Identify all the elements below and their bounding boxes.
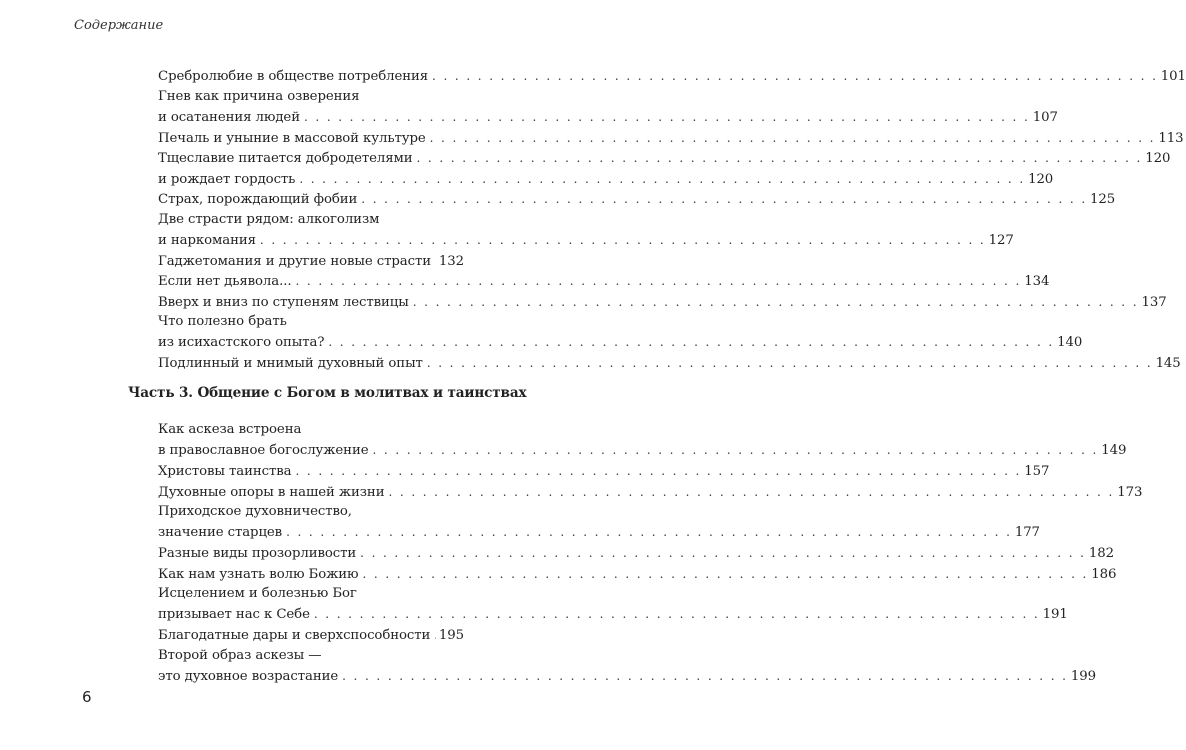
toc-page-number: 101 [1160,69,1186,84]
toc-page-number: 186 [1091,566,1117,582]
toc-page-number: 127 [988,232,1014,248]
dot-leader: . . . . . . . . . . . . . . . . . . . . . . . . . . . . . . . . . . . . . . . . . . . . . . . . . . . . . . . . . . . . . . . . [388,484,1115,499]
toc-entry-title: призывает нас к Себе [158,607,310,622]
toc-entry[interactable] [158,461,1050,481]
toc-entry-line [158,148,1171,168]
toc-entry-title: Печаль и уныние в массовой культуре [158,130,426,146]
toc-entry[interactable] [158,543,1114,563]
toc-entry-title: Подлинный и мнимый духовный опыт [158,356,423,371]
toc-entry[interactable] [158,169,1054,189]
toc-entry-title: Что полезно брать [158,314,287,329]
toc-entry[interactable] [158,128,1184,148]
toc-entry-line [158,332,1083,352]
toc-entry[interactable] [158,420,1127,460]
toc-entry-line [158,87,464,107]
toc-entry-title: Второй образ аскезы — [158,647,322,663]
toc-entry-title: из исихастского опыта? [158,335,325,350]
dot-leader: . . . . . . . . . . . . . . . . . . . . . . . . . . . . . . . . . . . . . . . . . . . . . . . . . . . . . . . . . . . . . . . . [429,130,1156,145]
dot-leader: . . . . . . . . . . . . . . . . . . . . . . . . . . . . . . . . . . . . . . . . . . . . . . . . . . . . . . . . . . . . . . . . [416,151,1143,165]
toc-page-number: 195 [438,628,464,643]
toc-entry-line [158,230,1014,250]
toc-entry-line [158,66,1186,86]
toc-entry[interactable] [158,251,464,271]
dot-leader: . . . . . . . . . . . . . . . . . . . . . . . . . . . . . . . . . . . . . . . . . . . . . . . . . . . . . . . . . . . . . . . . [286,525,1012,539]
dot-leader [435,251,436,271]
toc-entry-line [158,189,1116,209]
toc-entry-line [158,584,464,604]
toc-entry-line [158,128,1184,148]
dot-leader: . . . . . . . . . . . . . . . . . . . . . . . . . . . . . . . . . . . . . . . . . . . . . . . . . . . . . . . . . . . . . . . . [295,274,1022,288]
toc-entry-title: и рождает гордость [158,171,296,187]
toc-page-number: 177 [1014,525,1040,540]
dot-leader: . . . . . . . . . . . . . . . . . . . . . . . . . . . . . . . . . . . . . . . . . . . . . . . . . . . . . . . . . . . . . . . . [412,294,1139,309]
toc-entry-line [158,312,464,332]
toc-entry-line [158,251,464,271]
toc-entry[interactable] [158,210,1014,250]
toc-entry-line [158,564,1117,584]
dot-leader: . . . . . . . . . . . . . . . . . . . . . . . . . . . . . . . . . . . . . . . . . . . . . . . . . . . . . . . . . . . . . . . . [432,69,1158,83]
toc-entry[interactable] [158,292,1167,312]
toc-entry[interactable] [158,353,1181,373]
toc-page-number: 107 [1032,109,1058,125]
toc-page-number: 191 [1042,607,1068,622]
toc-entry-title: Приходское духовничество, [158,504,352,519]
toc-entry-title: Христовы таинства [158,464,292,479]
toc-page-number: 120 [1145,151,1171,166]
dot-leader: . . . . . . . . . . . . . . . . . . . . . . . . . . . . . . . . . . . . . . . . . . . . . . . . . . . . . . . . . . . . . . . . [303,109,1030,124]
dot-leader: . . . . . . . . . . . . . . . . . . . . . . . . . . . . . . . . . . . . . . . . . . . . . . . . . . . . . . . . . . . . . . . . [361,192,1088,206]
toc-entry-line [158,353,1181,373]
dot-leader: . . . . . . . . . . . . . . . . . . . . . . . . . . . . . . . . . . . . . . . . . . . . . . . . . . . . . . . . . . . . . . . . [372,443,1099,457]
toc-entry[interactable] [158,66,1186,86]
toc-entry-title: Разные виды прозорливости [158,546,357,561]
part-3-heading[interactable]: Часть 3. Общение с Богом в молитвах и таинствах [128,385,527,401]
toc-entry[interactable] [158,646,1096,686]
dot-leader: . . . . . . . . . . . . . . . . . . . . . . . . . . . . . . . . . . . . . . . . . . . . . . . . . . . . . . . . . . . . . . . . [342,668,1068,683]
toc-page-number: 149 [1101,443,1127,458]
dot-leader: . . . . . . . . . . . . . . . . . . . . . . . . . . . . . . . . . . . . . . . . . . . . . . . . . . . . . . . . . . . . . . . . [295,464,1022,478]
toc-entry-line [158,210,464,230]
toc-entry-line [158,604,1068,624]
toc-entry-title: и осатанения людей [158,109,300,125]
toc-page-number: 113 [1158,130,1184,146]
toc-page-number: 199 [1070,668,1096,684]
toc-entry-line [158,107,1058,127]
toc-page-number: 137 [1141,294,1167,310]
toc-entry-title: Если нет дьявола... [158,274,292,289]
toc-entry-title: Две страсти рядом: алкоголизм [158,211,380,227]
toc-entry-line [158,646,464,666]
dot-leader: . . . . . . . . . . . . . . . . . . . . . . . . . . . . . . . . . . . . . . . . . . . . . . . . . . . . . . . . . . . . . . . . [313,607,1040,621]
toc-entry[interactable] [158,625,464,645]
toc-entry-title: Тщеславие питается добродетелями [158,151,413,166]
toc-entry-line [158,502,464,522]
toc-entry-line [158,666,1096,686]
toc-entry[interactable] [158,312,1083,352]
toc-entry-line [158,292,1167,312]
toc-page-number: 125 [1090,192,1116,207]
toc-entry-line [158,522,1040,542]
toc-page-number: 182 [1088,546,1114,561]
toc-entry-title: в православное богослужение [158,443,369,458]
toc-entry-line [158,169,1054,189]
toc-entry-line [158,543,1114,563]
toc-entry-title: это духовное возрастание [158,668,339,684]
toc-entry-title: Гаджетомания и другие новые страсти [158,253,431,269]
toc-page-number: 157 [1024,464,1050,479]
toc-entry-title: Как аскеза встроена [158,422,302,437]
toc-entry[interactable] [158,148,1171,168]
toc-entry-line [158,420,464,440]
toc-entry-line [158,440,1127,460]
toc-entry-title: Сребролюбие в обществе потребления [158,69,429,84]
dot-leader: . . . . . . . . . . . . . . . . . . . . . . . . . . . . . . . . . . . . . . . . . . . . . . . . . . . . . . . . . . . . . . . . [299,171,1026,186]
toc-entry-title: Вверх и вниз по ступеням лествицы [158,294,409,310]
toc-entry-title: Благодатные дары и сверхспособности [158,628,431,643]
running-head: Содержание [74,18,164,33]
toc-entry[interactable] [158,564,1117,584]
toc-page-number: 145 [1155,356,1181,371]
toc-entry-title: Гнев как причина озверения [158,88,360,104]
toc-entry[interactable] [158,271,1050,291]
toc-page-number: 173 [1117,484,1143,500]
toc-entry[interactable] [158,482,1143,502]
toc-entry[interactable] [158,189,1116,209]
toc-page-number: 134 [1024,274,1050,289]
page-number: 6 [82,688,92,706]
dot-leader: . . . . . . . . . . . . . . . . . . . . . . . . . . . . . . . . . . . . . . . . . . . . . . . . . . . . . . . . . . . . . . . . [328,335,1055,349]
toc-entry-title: Как нам узнать волю Божию [158,566,359,582]
dot-leader: . . . . . . . . . . . . . . . . . . . . . . . . . . . . . . . . . . . . . . . . . . . . . . . . . . . . . . . . . . . . . . . . [426,356,1153,370]
toc-entry-title: значение старцев [158,525,283,540]
toc-entry-line [158,461,1050,481]
dot-leader: . . . . . . . . . . . . . . . . . . . . . . . . . . . . . . . . . . . . . . . . . . . . . . . . . . . . . . . . . . . . . . . . [362,566,1089,581]
toc-entry-line [158,482,1143,502]
toc-entry-title: Страх, порождающий фобии [158,192,358,207]
toc-entry[interactable] [158,87,1058,127]
toc-entry-line [158,625,464,645]
toc-page-number: 132 [438,253,464,269]
toc-entry-title: и наркомания [158,232,256,248]
toc-entry-line [158,271,1050,291]
toc-entry[interactable] [158,502,1040,542]
toc-entry[interactable] [158,584,1068,624]
dot-leader: . . . . . . . . . . . . . . . . . . . . . . . . . . . . . . . . . . . . . . . . . . . . . . . . . . . . . . . . . . . . . . . . [360,546,1086,560]
dot-leader [434,625,436,645]
toc-page-number: 120 [1028,171,1054,187]
toc-entry-title: Исцелением и болезнью Бог [158,586,357,601]
dot-leader: . . . . . . . . . . . . . . . . . . . . . . . . . . . . . . . . . . . . . . . . . . . . . . . . . . . . . . . . . . . . . . . . [259,232,986,247]
toc-page-number: 140 [1057,335,1083,350]
toc-entry-title: Духовные опоры в нашей жизни [158,484,385,500]
